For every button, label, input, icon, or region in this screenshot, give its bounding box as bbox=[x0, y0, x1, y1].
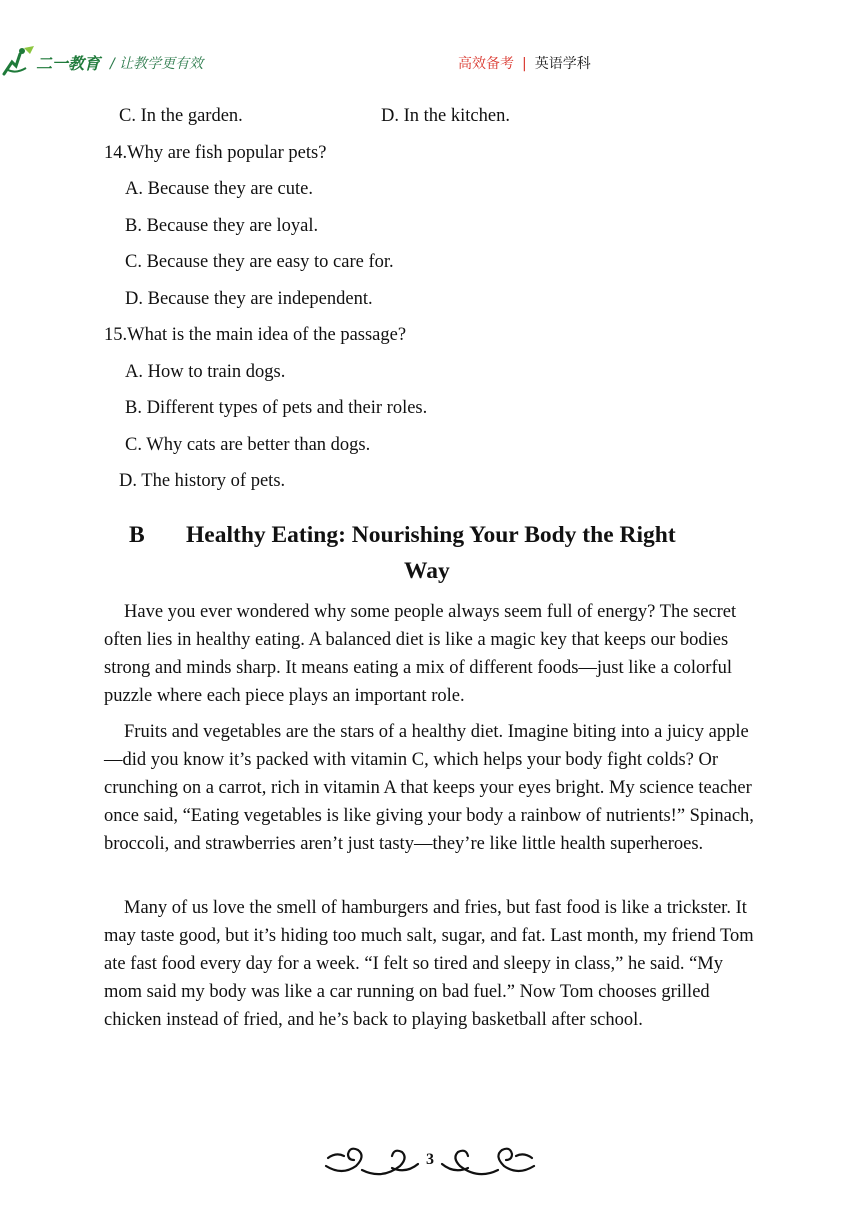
q14-option-d: D. Because they are independent. bbox=[125, 289, 373, 309]
brand-slogan: / 让教学更有效 bbox=[110, 56, 204, 72]
q14-option-a: A. Because they are cute. bbox=[125, 179, 313, 199]
header-subject-label: 英语学科 bbox=[534, 56, 591, 72]
header-exam-label: 高效备考 bbox=[458, 56, 514, 72]
q15-option-b: B. Different types of pets and their roles. bbox=[125, 398, 428, 418]
q14-option-c: C. Because they are easy to care for. bbox=[125, 252, 394, 272]
brand-name: 二一教育 bbox=[36, 54, 101, 73]
q13-option-d: D. In the kitchen. bbox=[381, 106, 510, 126]
section-letter: B bbox=[129, 522, 145, 548]
page-header bbox=[0, 40, 860, 84]
passage-paragraph-1: Have you ever wondered why some people always seem full of energy? The secret often lies in healthy eating. A balanced diet is like a magic key that keeps our bodies strong and minds sharp. It means eating a mix of different foods—just like a colorful puzzle where each piece plays an important role. bbox=[104, 602, 737, 706]
q13-option-c: C. In the garden. bbox=[119, 106, 243, 126]
q15-option-c: C. Why cats are better than dogs. bbox=[125, 435, 371, 455]
q14-stem: 14.Why are fish popular pets? bbox=[104, 143, 327, 163]
header-separator: | bbox=[522, 56, 527, 72]
brand-logo bbox=[2, 44, 110, 78]
q15-option-d: D. The history of pets. bbox=[119, 471, 286, 491]
passage-paragraph-3: Many of us love the smell of hamburgers and fries, but fast food is like a trickster. It may taste good, but it’s hiding too much salt, sugar, and fat. Last month, my friend Tom ate fast food every day for a week. “I felt so tired and sleepy in class,” he said. “My mom said my body was like a car running on bad fuel.” Now Tom chooses grilled chicken instead of fried, and he’s back to playing basketball after school. bbox=[104, 898, 754, 1030]
passage-paragraph-2: Fruits and vegetables are the stars of a healthy diet. Imagine biting into a juicy apple—did you know it’s packed with vitamin C, which helps your body fight colds? Or crunching on a carrot, rich in vitamin A that keeps your eyes bright. My science teacher once said, “Eating vegetables is like giving your body a rainbow of nutrients!” Spinach, broccoli, and strawberries aren’t just tasty—they’re like little health superheroes. bbox=[104, 722, 754, 854]
section-title-line1: Healthy Eating: Nourishing Your Body the Right bbox=[186, 522, 676, 548]
page-number: 3 bbox=[426, 1151, 434, 1168]
q14-option-b: B. Because they are loyal. bbox=[125, 216, 319, 236]
header-right bbox=[458, 53, 591, 73]
q15-option-a: A. How to train dogs. bbox=[125, 362, 286, 382]
section-title-line2: Way bbox=[404, 558, 450, 584]
q15-stem: 15.What is the main idea of the passage? bbox=[104, 325, 407, 345]
